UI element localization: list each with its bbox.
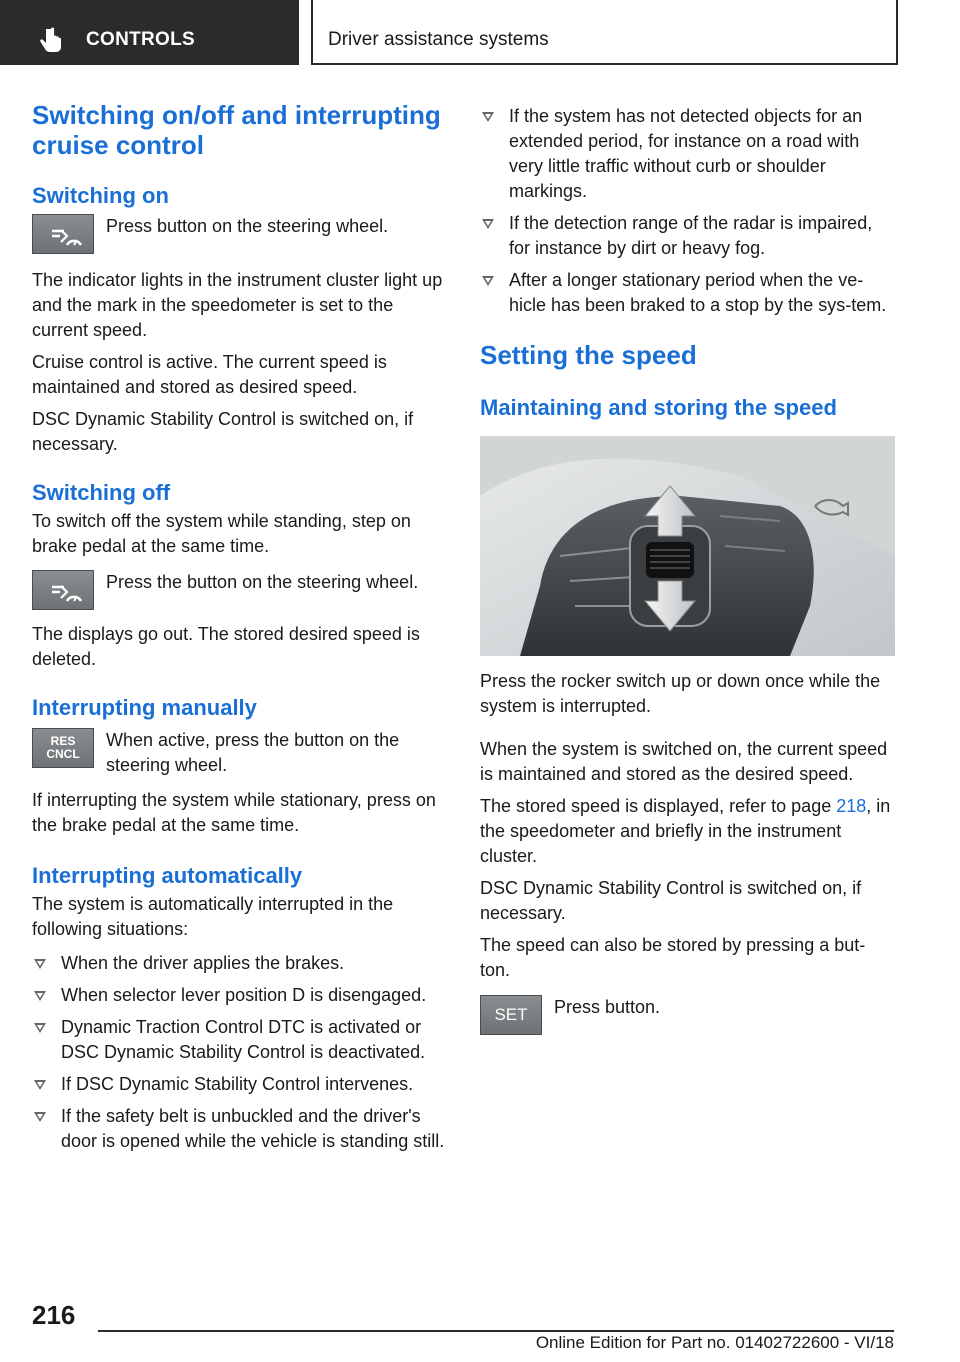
triangle-bullet-icon — [34, 959, 46, 969]
cruise-control-button-icon — [32, 570, 94, 610]
right-column — [480, 100, 895, 1047]
hand-pointer-icon — [37, 26, 67, 56]
set-button-text: Press button. — [554, 997, 661, 1017]
list-item: If the system has not detected objects for an extended period, for instance on a road with very little traffic without curb or shoulder markings. — [480, 104, 895, 204]
heading-switching-off: Switching off — [32, 480, 171, 505]
list-item: If the safety belt is unbuckled and the driver's door is opened while the vehicle is standing still. — [32, 1104, 447, 1154]
interrupt-paragraph-1: If interrupting the system while stationary, press on the brake pedal at the same time. — [32, 790, 436, 835]
list-item: If DSC Dynamic Stability Control intervenes. — [32, 1072, 447, 1097]
heading-interrupting-automatically: Interrupting automatically — [32, 863, 303, 888]
heading-maintaining-storing: Maintaining and storing the speed — [480, 395, 837, 420]
triangle-bullet-icon — [34, 1112, 46, 1122]
button-instruction-interrupt — [32, 728, 447, 786]
maintain-paragraph-2: When the system is switched on, the current speed is maintained and stored as the desired speed. — [480, 739, 888, 784]
page-number: 216 — [32, 1300, 76, 1330]
maintain-paragraph-1: Press the rocker switch up or down once while the system is interrupted. — [480, 671, 881, 716]
triangle-bullet-icon — [482, 112, 494, 122]
section-title: Switching on/off and interrupting cruise control — [32, 100, 441, 160]
list-item: If the detection range of the radar is impaired, for instance by dirt or heavy fog. — [480, 211, 895, 261]
switch-on-paragraph-2: Cruise control is active. The current speed is maintained and stored as desired speed. — [32, 352, 387, 397]
interrupt-button-text: When active, press the button on the steering wheel. — [106, 730, 400, 775]
triangle-bullet-icon — [34, 1080, 46, 1090]
switch-off-button-text: Press the button on the steering wheel. — [106, 572, 419, 592]
triangle-bullet-icon — [482, 219, 494, 229]
res-cncl-button-icon — [32, 728, 94, 768]
switch-on-button-text: Press button on the steering wheel. — [106, 216, 389, 236]
heading-switching-on: Switching on — [32, 183, 169, 208]
header-section-tab — [0, 0, 299, 65]
button-instruction-switch-off — [32, 570, 447, 622]
triangle-bullet-icon — [34, 991, 46, 1001]
list-item: When the driver applies the brakes. — [32, 951, 447, 976]
set-button-icon — [480, 995, 542, 1035]
heading-setting-the-speed: Setting the speed — [480, 340, 697, 370]
switch-on-paragraph-1: The indicator lights in the instrument cluster light up and the mark in the speedometer is set to the current speed. — [32, 270, 443, 340]
list-item: Dynamic Traction Control DTC is activated or DSC Dynamic Stability Control is deactivated. — [32, 1015, 447, 1065]
switch-on-paragraph-3: DSC Dynamic Stability Control is switched on, if necessary. — [32, 409, 414, 454]
steering-wheel-illustration — [480, 436, 895, 656]
header-section-title: CONTROLS — [86, 29, 196, 50]
list-item: When selector lever position D is disengaged. — [32, 983, 447, 1008]
interrupt-auto-paragraph-1: The system is automatically interrupted in the following situations: — [32, 894, 394, 939]
maintain-paragraph-5: The speed can also be stored by pressing a but-ton. — [480, 935, 866, 980]
left-column — [32, 100, 447, 1161]
button-instruction-switch-on — [32, 214, 447, 266]
steering-wheel-rocker-switch-image — [480, 436, 895, 656]
footer-divider — [98, 1330, 894, 1332]
header-chapter-title: Driver assistance systems — [328, 29, 549, 50]
list-item: After a longer stationary period when the ve-hicle has been braked to a stop by the sys-tem. — [480, 268, 895, 318]
triangle-bullet-icon — [482, 276, 494, 286]
cruise-control-button-icon — [32, 214, 94, 254]
switch-off-paragraph-2: The displays go out. The stored desired speed is deleted. — [32, 624, 420, 669]
maintain-paragraph-3: The stored speed is displayed, refer to page 218, in the speedometer and briefly in the instrument cluster. — [480, 796, 891, 866]
button-instruction-set — [480, 995, 895, 1047]
switch-off-paragraph-1: To switch off the system while standing, step on brake pedal at the same time. — [32, 511, 411, 556]
set-label: SET — [494, 1005, 528, 1024]
heading-interrupting-manually: Interrupting manually — [32, 695, 257, 720]
res-label: RES — [50, 734, 76, 748]
interrupt-auto-list-continued — [480, 104, 895, 318]
header-chapter-box — [311, 0, 898, 65]
cncl-label: CNCL — [46, 747, 80, 761]
maintain-paragraph-4: DSC Dynamic Stability Control is switched on, if necessary. — [480, 878, 862, 923]
page-reference-link[interactable]: 218 — [836, 796, 867, 816]
footer-edition: Online Edition for Part no. 01402722600 - VI/18 — [535, 1333, 894, 1352]
interrupt-auto-list — [32, 951, 447, 1154]
triangle-bullet-icon — [34, 1023, 46, 1033]
